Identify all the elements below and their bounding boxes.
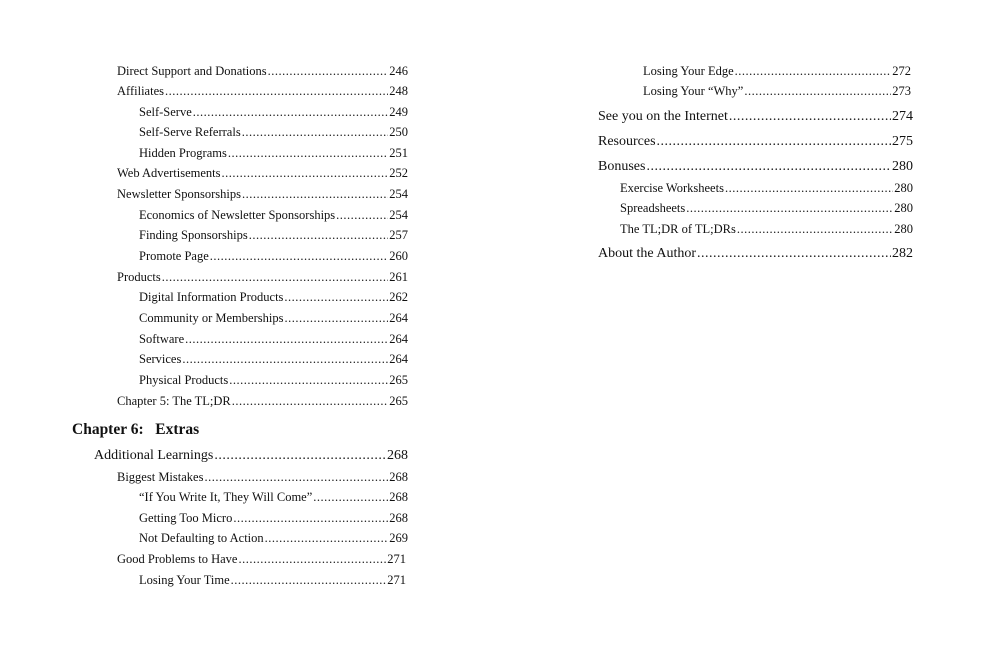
- toc-entry-label: “If You Write It, They Will Come”: [139, 490, 313, 504]
- toc-page-number: 268: [389, 490, 408, 504]
- toc-page-number: 254: [389, 187, 408, 201]
- toc-entry-label: Promote Page: [139, 249, 209, 263]
- toc-leader-dots: [744, 84, 891, 99]
- toc-entry-self-serve[interactable]: [139, 105, 408, 120]
- toc-entry-biggest-mistakes[interactable]: [117, 470, 408, 485]
- toc-entry-label: Affiliates: [117, 84, 164, 98]
- toc-page-number: 249: [389, 105, 408, 119]
- toc-entry-resources[interactable]: [598, 134, 913, 150]
- toc-page-number: 260: [389, 249, 408, 263]
- toc-leader-dots: [229, 373, 388, 388]
- toc-entry-direct-support[interactable]: [117, 64, 408, 79]
- toc-leader-dots: [249, 228, 389, 243]
- toc-entry-exercise-worksheets[interactable]: [620, 181, 913, 196]
- toc-entry-products[interactable]: [117, 270, 408, 285]
- toc-entry-good-problems-to-have[interactable]: [117, 552, 406, 567]
- toc-leader-dots: [204, 470, 388, 485]
- toc-entry-web-advertisements[interactable]: [117, 166, 408, 181]
- toc-page-number: 268: [387, 448, 408, 463]
- toc-page-number: 268: [389, 470, 408, 484]
- toc-entry-losing-your-edge[interactable]: [643, 64, 911, 79]
- toc-entry-label: Exercise Worksheets: [620, 181, 724, 195]
- toc-leader-dots: [232, 394, 388, 409]
- toc-entry-label: Digital Information Products: [139, 290, 284, 304]
- toc-entry-label: Not Defaulting to Action: [139, 531, 264, 545]
- toc-leader-dots: [182, 352, 388, 367]
- toc-leader-dots: [646, 159, 891, 175]
- toc-page-number: 250: [389, 125, 408, 139]
- toc-leader-dots: [725, 181, 893, 196]
- toc-entry-label: Community or Memberships: [139, 311, 284, 325]
- toc-page-number: 282: [892, 246, 913, 261]
- toc-entry-losing-your-why[interactable]: [643, 84, 911, 99]
- toc-leader-dots: [222, 166, 389, 181]
- toc-page-number: 271: [387, 552, 406, 566]
- toc-entry-label: Economics of Newsletter Sponsorships: [139, 208, 336, 222]
- toc-leader-dots: [284, 311, 388, 326]
- toc-leader-dots: [265, 531, 389, 546]
- toc-leader-dots: [657, 134, 891, 150]
- toc-page-number: 280: [894, 181, 913, 195]
- toc-entry-spreadsheets[interactable]: [620, 201, 913, 216]
- toc-page-number: 280: [894, 222, 913, 236]
- toc-page-number: 265: [389, 373, 408, 387]
- toc-entry-label: Losing Your “Why”: [643, 84, 744, 98]
- toc-leader-dots: [284, 290, 388, 305]
- toc-leader-dots: [697, 246, 891, 262]
- toc-entry-self-serve-referrals[interactable]: [139, 125, 408, 140]
- toc-entry-not-defaulting-to-action[interactable]: [139, 531, 408, 546]
- toc-entry-losing-your-time[interactable]: [139, 573, 406, 588]
- toc-entry-about-the-author[interactable]: [598, 246, 913, 262]
- chapter-heading: Chapter 6: Extras: [72, 421, 200, 438]
- toc-entry-label: Bonuses: [598, 159, 646, 174]
- toc-leader-dots: [242, 187, 388, 202]
- toc-page-number: 257: [389, 228, 408, 242]
- toc-leader-dots: [242, 125, 389, 140]
- toc-page-number: 265: [389, 394, 408, 408]
- toc-entry-label: Self-Serve: [139, 105, 192, 119]
- toc-leader-dots: [735, 64, 892, 79]
- toc-entry-label: See you on the Internet: [598, 109, 728, 124]
- toc-page-number: 248: [389, 84, 408, 98]
- toc-leader-dots: [185, 332, 388, 347]
- toc-page-number: 264: [389, 352, 408, 366]
- toc-entry-label: Web Advertisements: [117, 166, 221, 180]
- toc-leader-dots: [233, 511, 388, 526]
- toc-leader-dots: [737, 222, 893, 237]
- toc-entry-label: Good Problems to Have: [117, 552, 238, 566]
- toc-entry-label: Self-Serve Referrals: [139, 125, 241, 139]
- toc-entry-label: Chapter 5: The TL;DR: [117, 394, 231, 408]
- toc-entry-label: About the Author: [598, 246, 696, 261]
- toc-entry-label: Additional Learnings: [94, 448, 214, 463]
- toc-entry-bonuses[interactable]: [598, 159, 913, 175]
- toc-entry-additional-learnings[interactable]: [94, 448, 408, 464]
- toc-leader-dots: [336, 208, 388, 223]
- toc-page-number: 262: [389, 290, 408, 304]
- toc-entry-software[interactable]: [139, 332, 408, 347]
- toc-leader-dots: [268, 64, 389, 79]
- toc-entry-digital-information-products[interactable]: [139, 290, 408, 305]
- toc-page-number: 254: [389, 208, 408, 222]
- toc-leader-dots: [165, 84, 388, 99]
- toc-entry-label: Newsletter Sponsorships: [117, 187, 241, 201]
- toc-page-number: 264: [389, 332, 408, 346]
- toc-entry-promote-page[interactable]: [139, 249, 408, 264]
- toc-entry-chapter5-tldr[interactable]: [117, 394, 408, 409]
- toc-entry-label: Physical Products: [139, 373, 229, 387]
- toc-entry-label: Finding Sponsorships: [139, 228, 248, 242]
- toc-entry-label: Resources: [598, 134, 656, 149]
- toc-entry-getting-too-micro[interactable]: [139, 511, 408, 526]
- toc-page-number: 252: [389, 166, 408, 180]
- toc-leader-dots: [686, 201, 893, 216]
- toc-entry-label: Hidden Programs: [139, 146, 227, 160]
- toc-entry-label: The TL;DR of TL;DRs: [620, 222, 736, 236]
- toc-leader-dots: [162, 270, 389, 285]
- toc-entry-see-you-on-the-internet[interactable]: [598, 109, 913, 125]
- toc-page-number: 273: [892, 84, 911, 98]
- toc-entry-affiliates[interactable]: [117, 84, 408, 99]
- toc-entry-label: Getting Too Micro: [139, 511, 233, 525]
- toc-entry-label: Products: [117, 270, 161, 284]
- toc-page-number: 275: [892, 134, 913, 149]
- toc-page-number: 272: [892, 64, 911, 78]
- toc-entry-finding-sponsorships[interactable]: [139, 228, 408, 243]
- toc-page-number: 271: [387, 573, 406, 587]
- toc-leader-dots: [729, 109, 891, 125]
- toc-entry-community-or-memberships[interactable]: [139, 311, 408, 326]
- toc-entry-label: Losing Your Time: [139, 573, 230, 587]
- toc-page-number: 264: [389, 311, 408, 325]
- toc-leader-dots: [210, 249, 388, 264]
- toc-page-number: 246: [389, 64, 408, 78]
- toc-entry-newsletter-sponsorships[interactable]: [117, 187, 408, 202]
- toc-entry-label: Direct Support and Donations: [117, 64, 267, 78]
- toc-page-number: 269: [389, 531, 408, 545]
- toc-entry-hidden-programs[interactable]: [139, 146, 408, 161]
- toc-page-number: 274: [892, 109, 913, 124]
- toc-page-number: 251: [389, 146, 408, 160]
- toc-leader-dots: [238, 552, 386, 567]
- toc-entry-services[interactable]: [139, 352, 408, 367]
- toc-entry-physical-products[interactable]: [139, 373, 408, 388]
- toc-entry-economics-of-newsletter-sponsorships[interactable]: [139, 208, 408, 223]
- toc-leader-dots: [193, 105, 388, 120]
- toc-entry-tldr-of-tldrs[interactable]: [620, 222, 913, 237]
- toc-leader-dots: [313, 490, 388, 505]
- toc-page-number: 268: [389, 511, 408, 525]
- toc-leader-dots: [231, 573, 387, 588]
- toc-leader-dots: [214, 448, 386, 464]
- toc-entry-label: Spreadsheets: [620, 201, 686, 215]
- toc-leader-dots: [228, 146, 388, 161]
- toc-page-number: 280: [894, 201, 913, 215]
- toc-entry-label: Services: [139, 352, 182, 366]
- toc-entry-label: Losing Your Edge: [643, 64, 734, 78]
- toc-entry-label: Software: [139, 332, 185, 346]
- toc-page-number: 261: [389, 270, 408, 284]
- toc-entry-if-you-write-it[interactable]: [139, 490, 408, 505]
- toc-page-number: 280: [892, 159, 913, 174]
- toc-entry-label: Biggest Mistakes: [117, 470, 204, 484]
